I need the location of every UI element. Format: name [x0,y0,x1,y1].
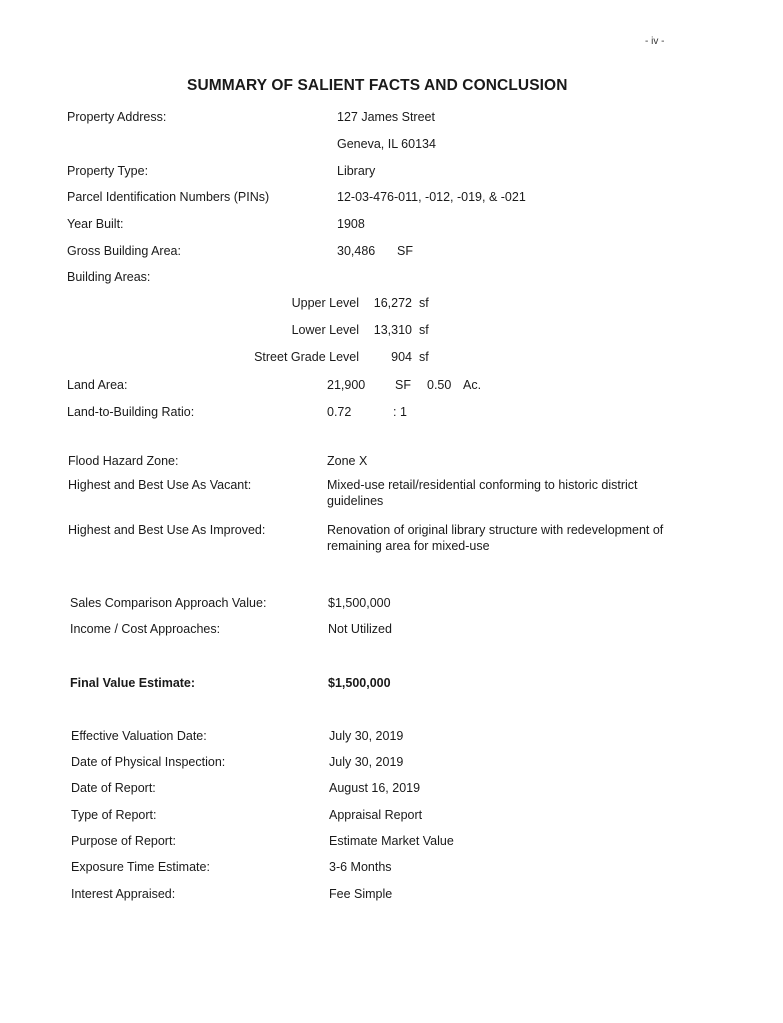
page-title: SUMMARY OF SALIENT FACTS AND CONCLUSION [187,77,568,94]
interest-label: Interest Appraised: [71,887,176,901]
interest-value: Fee Simple [329,887,393,901]
purpose-label: Purpose of Report: [71,834,176,848]
flood-zone-label: Flood Hazard Zone: [68,454,179,468]
inspection-date-label: Date of Physical Inspection: [71,755,226,769]
land-to-building-ratio: : 1 [393,405,407,419]
purpose-value: Estimate Market Value [329,834,454,848]
level-name: Lower Level [291,323,359,337]
hbu-improved-value: Renovation of original library structure with redevelopment of remaining area for mixed-use [327,523,664,553]
land-area-acres-unit: Ac. [463,378,482,392]
hbu-improved-label: Highest and Best Use As Improved: [68,523,266,537]
exposure-label: Exposure Time Estimate: [71,860,210,874]
effective-date-value: July 30, 2019 [329,729,404,743]
level-value: 904 [391,350,412,364]
hbu-vacant-label: Highest and Best Use As Vacant: [68,478,252,492]
property-address-line2: Geneva, IL 60134 [337,137,436,151]
report-type-value: Appraisal Report [329,808,423,822]
page-number: - iv - [645,36,665,47]
land-area-unit: SF [395,378,411,392]
income-cost-label: Income / Cost Approaches: [70,622,221,636]
sales-comparison-label: Sales Comparison Approach Value: [70,596,267,610]
report-date-value: August 16, 2019 [329,781,421,795]
income-cost-value: Not Utilized [328,622,392,636]
property-type-value: Library [337,164,376,178]
effective-date-label: Effective Valuation Date: [71,729,207,743]
gba-unit: SF [397,244,413,258]
level-unit: sf [419,296,429,310]
property-address-line1: 127 James Street [337,110,435,124]
hbu-vacant-value: Mixed-use retail/residential conforming to historic district guidelines [327,478,638,508]
gba-label: Gross Building Area: [67,244,181,258]
building-areas-label: Building Areas: [67,270,151,284]
final-value-label: Final Value Estimate: [70,676,196,690]
land-area-label: Land Area: [67,378,128,392]
level-value: 16,272 [373,296,412,310]
sales-comparison-value: $1,500,000 [328,596,391,610]
level-unit: sf [419,350,429,364]
inspection-date-value: July 30, 2019 [329,755,404,769]
report-date-label: Date of Report: [71,781,156,795]
year-built-value: 1908 [337,217,365,231]
level-unit: sf [419,323,429,337]
exposure-value: 3-6 Months [329,860,392,874]
level-name: Upper Level [291,296,359,310]
land-to-building-value: 0.72 [327,405,352,419]
year-built-label: Year Built: [67,217,124,231]
pins-value: 12-03-476-011, -012, -019, & -021 [337,190,526,204]
level-name: Street Grade Level [254,350,359,364]
final-value-value: $1,500,000 [328,676,391,690]
pins-label: Parcel Identification Numbers (PINs) [67,190,270,204]
gba-value: 30,486 [337,244,376,258]
land-area-value: 21,900 [327,378,366,392]
property-type-label: Property Type: [67,164,149,178]
level-value: 13,310 [373,323,412,337]
property-address-label: Property Address: [67,110,167,124]
report-type-label: Type of Report: [71,808,157,822]
land-area-acres: 0.50 [427,378,452,392]
land-to-building-label: Land-to-Building Ratio: [67,405,195,419]
flood-zone-value: Zone X [327,454,368,468]
